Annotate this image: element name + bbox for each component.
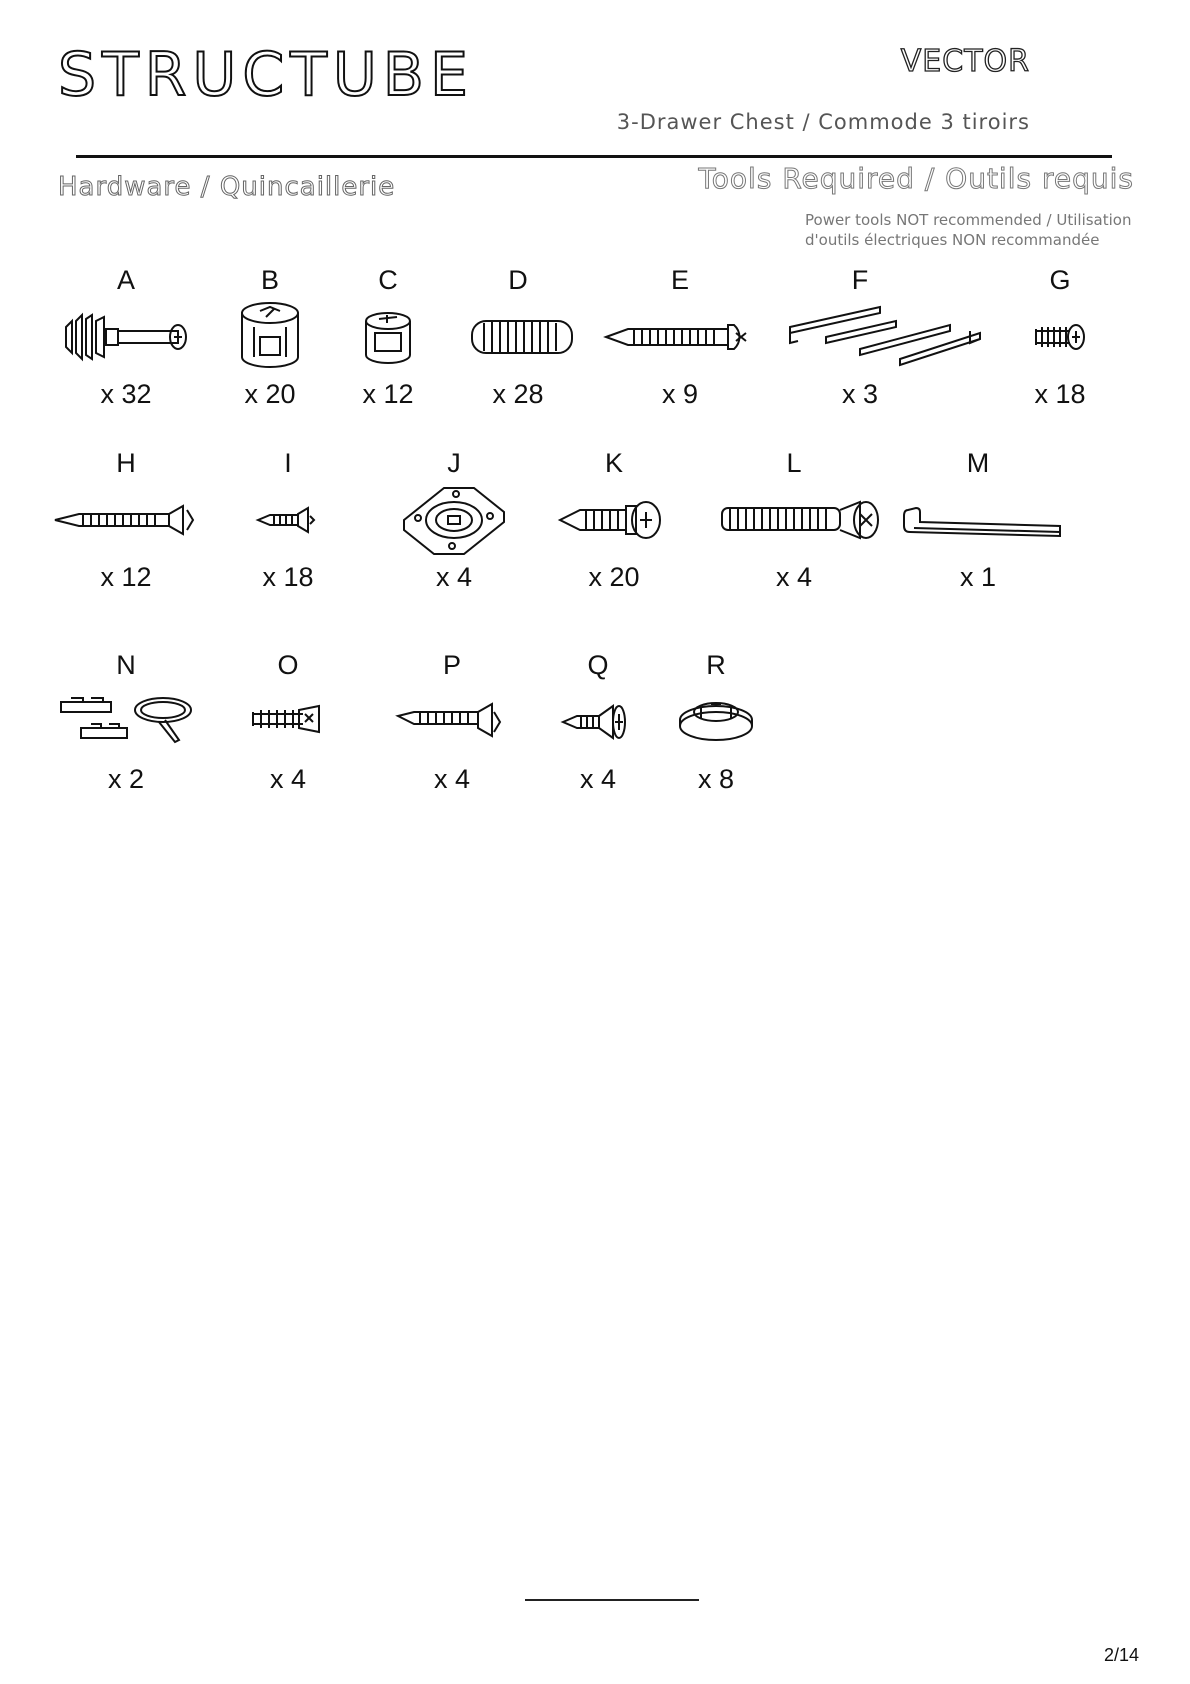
hardware-heading: Hardware / Quincaillerie — [58, 172, 396, 202]
threaded-insert-icon — [714, 480, 894, 560]
brand-logo: STRUCTUBE — [58, 40, 474, 110]
small-screw-icon — [248, 480, 328, 560]
part-letter: I — [284, 448, 292, 478]
part-p — [372, 648, 532, 796]
product-name: VECTOR — [900, 44, 1030, 79]
part-letter: M — [966, 448, 990, 478]
cam-bolt-icon — [56, 297, 196, 377]
part-letter: G — [1049, 265, 1071, 295]
part-qty: x 4 — [433, 764, 471, 794]
short-insert-icon — [1020, 297, 1100, 377]
part-qty: x 2 — [107, 764, 145, 794]
part-qty: x 20 — [244, 379, 296, 409]
part-k — [534, 446, 694, 594]
anti-tip-kit-icon — [51, 682, 201, 762]
flat-head-screw-icon — [392, 682, 512, 762]
part-qty: x 3 — [841, 379, 879, 409]
part-qty: x 12 — [362, 379, 414, 409]
part-j — [374, 446, 534, 594]
part-d — [438, 263, 598, 411]
part-letter: C — [378, 265, 398, 295]
part-letter: H — [116, 448, 136, 478]
short-flat-screw-icon — [553, 682, 643, 762]
header-divider — [76, 155, 1112, 158]
part-g — [980, 263, 1140, 411]
part-qty: x 4 — [269, 764, 307, 794]
page-number: 2/14 — [1104, 1645, 1140, 1665]
long-screw-icon — [600, 297, 760, 377]
part-e — [600, 263, 760, 411]
allen-key-icon — [898, 480, 1078, 560]
part-letter: N — [116, 650, 136, 680]
part-letter: E — [670, 265, 689, 295]
part-h — [46, 446, 206, 594]
part-qty: x 8 — [697, 764, 735, 794]
part-qty: x 20 — [588, 562, 640, 592]
leg-plate-icon — [394, 480, 514, 560]
part-letter: L — [786, 448, 802, 478]
cap-ring-icon — [671, 682, 761, 762]
part-m — [898, 446, 1058, 594]
part-qty: x 12 — [100, 562, 152, 592]
part-i — [208, 446, 368, 594]
part-letter: B — [260, 265, 279, 295]
part-letter: P — [442, 650, 461, 680]
part-r — [636, 648, 796, 796]
part-qty: x 32 — [100, 379, 152, 409]
part-qty: x 4 — [579, 764, 617, 794]
wooden-dowel-icon — [448, 297, 588, 377]
part-a — [46, 263, 206, 411]
product-subtitle: 3-Drawer Chest / Commode 3 tiroirs — [616, 110, 1030, 134]
part-qty: x 18 — [1034, 379, 1086, 409]
part-letter: J — [447, 448, 461, 478]
part-n — [46, 648, 206, 796]
part-qty: x 18 — [262, 562, 314, 592]
part-letter: K — [604, 448, 623, 478]
part-o — [208, 648, 368, 796]
tools-heading: Tools Required / Outils requis — [698, 162, 1134, 195]
part-qty: x 4 — [775, 562, 813, 592]
part-letter: A — [116, 265, 135, 295]
part-letter: Q — [587, 650, 609, 680]
part-qty: x 28 — [492, 379, 544, 409]
wall-anchor-icon — [243, 682, 333, 762]
part-qty: x 1 — [959, 562, 997, 592]
part-letter: O — [277, 650, 299, 680]
small-cam-lock-icon — [353, 297, 423, 377]
part-f — [780, 263, 940, 411]
drawer-slide-icon — [780, 297, 990, 377]
cam-lock-icon — [230, 297, 310, 377]
pan-head-screw-icon — [554, 480, 674, 560]
part-letter: D — [508, 265, 528, 295]
part-l — [714, 446, 874, 594]
part-letter: F — [851, 265, 869, 295]
part-qty: x 9 — [661, 379, 699, 409]
tools-note: Power tools NOT recommended / Utilisation d'outils électriques NON recommandée — [805, 211, 1132, 249]
part-letter: R — [706, 650, 726, 680]
footer-divider — [525, 1599, 699, 1601]
part-qty: x 4 — [435, 562, 473, 592]
long-wood-screw-icon — [51, 480, 201, 560]
